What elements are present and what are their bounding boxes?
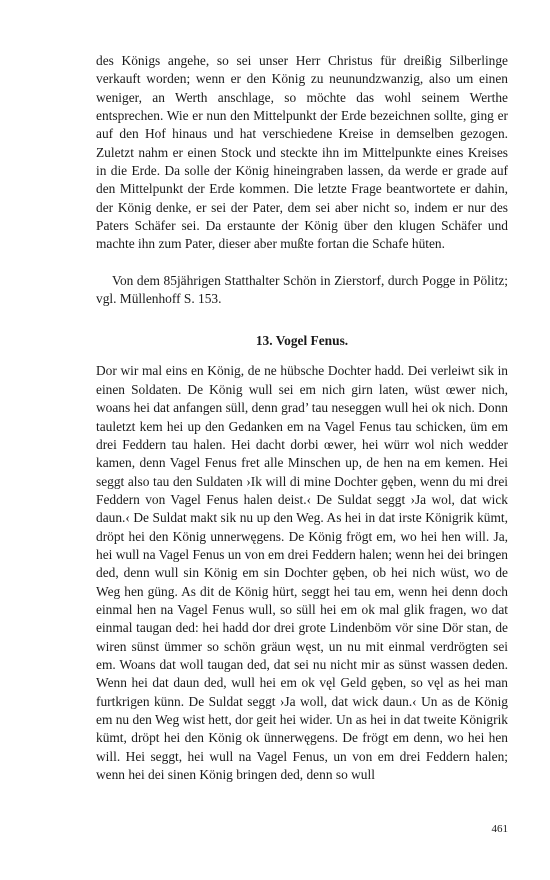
paragraph-story-text: Dor wir mal eins en König, de ne hübsche Dochter hadd. Dei verleiwt sik in einen Soldaten. De König wull sei em nich girn laten, wüst œwer nich, woans hei dat anfangen süll, denn grad’ tau neseggen wull hei ok nich. Donn tauletzt kem hei up den Gedanken em na Vagel Fenus tau schicken, üm em drei Feddern tau halen. Hei dacht dorbi œwer, hei würr wol nich wedder kamen, denn Vagel Fenus fret alle Minschen up, de hen na em kemen. Hei seggt also tau den Suldaten ›Ik will di mine Dochter gęben, wenn du mi drei Feddern von Vagel Fenus halen deist.‹ De Suldat seggt ›Ja wol, dat wick daun.‹ De Suldat makt sik nu up den Weg. As hei in dat irste Königrik kümt, dröpt hei den König unnerwęgens. De König frögt em, wo hei hen will. Ja, hei wull na Vagel Fenus un von em drei Feddern halen; wenn hei dei bringen ded, denn wull sin König em sin Dochter gęben, ob hei nich wüst, wo de Weg hen güng. As dit de König hürt, seggt hei tau em, wenn hei denn doch einmal hen na Vagel Fenus wull, so süll hei em ok mal glik fragen, wo dat einmal taugan ded: hei hadd dor drei grote Lindenböm vör sine Dör stan, de wiren sünst ümmer so schön gräun węst, un nu mit einmal verdrögten sei em. Woans dat woll taugan ded, dat sei nu nicht mir as sünst wassen deden. Wenn hei dat daun ded, wull hei em ok vęl Geld gęben, so vęl as hei man furtkrigen künn. De Suldat seggt ›Ja woll, dat wick daun.‹ Un as de König em nu den Weg wist hett, dor geit hei wider. Un as hei in dat tweite Königrik kümt, dröpt hei den König ok ünnerwęgens. De frögt em denn, wo hei hen will. Hei seggt, hei wull na Vagel Fenus, un von em drei Feddern halen; wenn hei dei sinen König bringen ded, denn so wull [96, 363, 508, 783]
page-number: 461 [491, 823, 508, 835]
paragraph-source-note: Von dem 85jährigen Statthalter Schön in Zierstorf, durch Pogge in Pölitz; vgl. Müllenhoff S. 153. [96, 272, 508, 307]
story-heading: 13. Vogel Fenus. [255, 333, 349, 349]
paragraph-story-end: des Königs angehe, so sei unser Herr Christus für dreißig Silberlinge verkauft worden; wenn er den König zu neunundzwanzig, also um einen weniger, an Werth anschlage, so möchte das wohl seinem Werthe entsprechen. Wie er nun den Mittelpunkt der Erde bezeichnen sollte, ging er auf den Hof hinaus und hat verschiedene Kreise in demselben gezogen. Zuletzt nahm er einen Stock und steckte ihn im Mittelpunkte eines Kreises in die Erde. Da solle der König hineingraben lassen, da werde er grade auf den Mittelpunkt der Erde kommen. Die letzte Frage beantwortete er dahin, der König denke, er sei der Pater, dem sei aber nicht so, indem er nur des Paters Schäfer sei. Da erstaunte der König über den klugen Schäfer und machte ihn zum Pater, dieser aber mußte fortan die Schafe hüten. [96, 53, 508, 252]
text-column [96, 52, 508, 784]
